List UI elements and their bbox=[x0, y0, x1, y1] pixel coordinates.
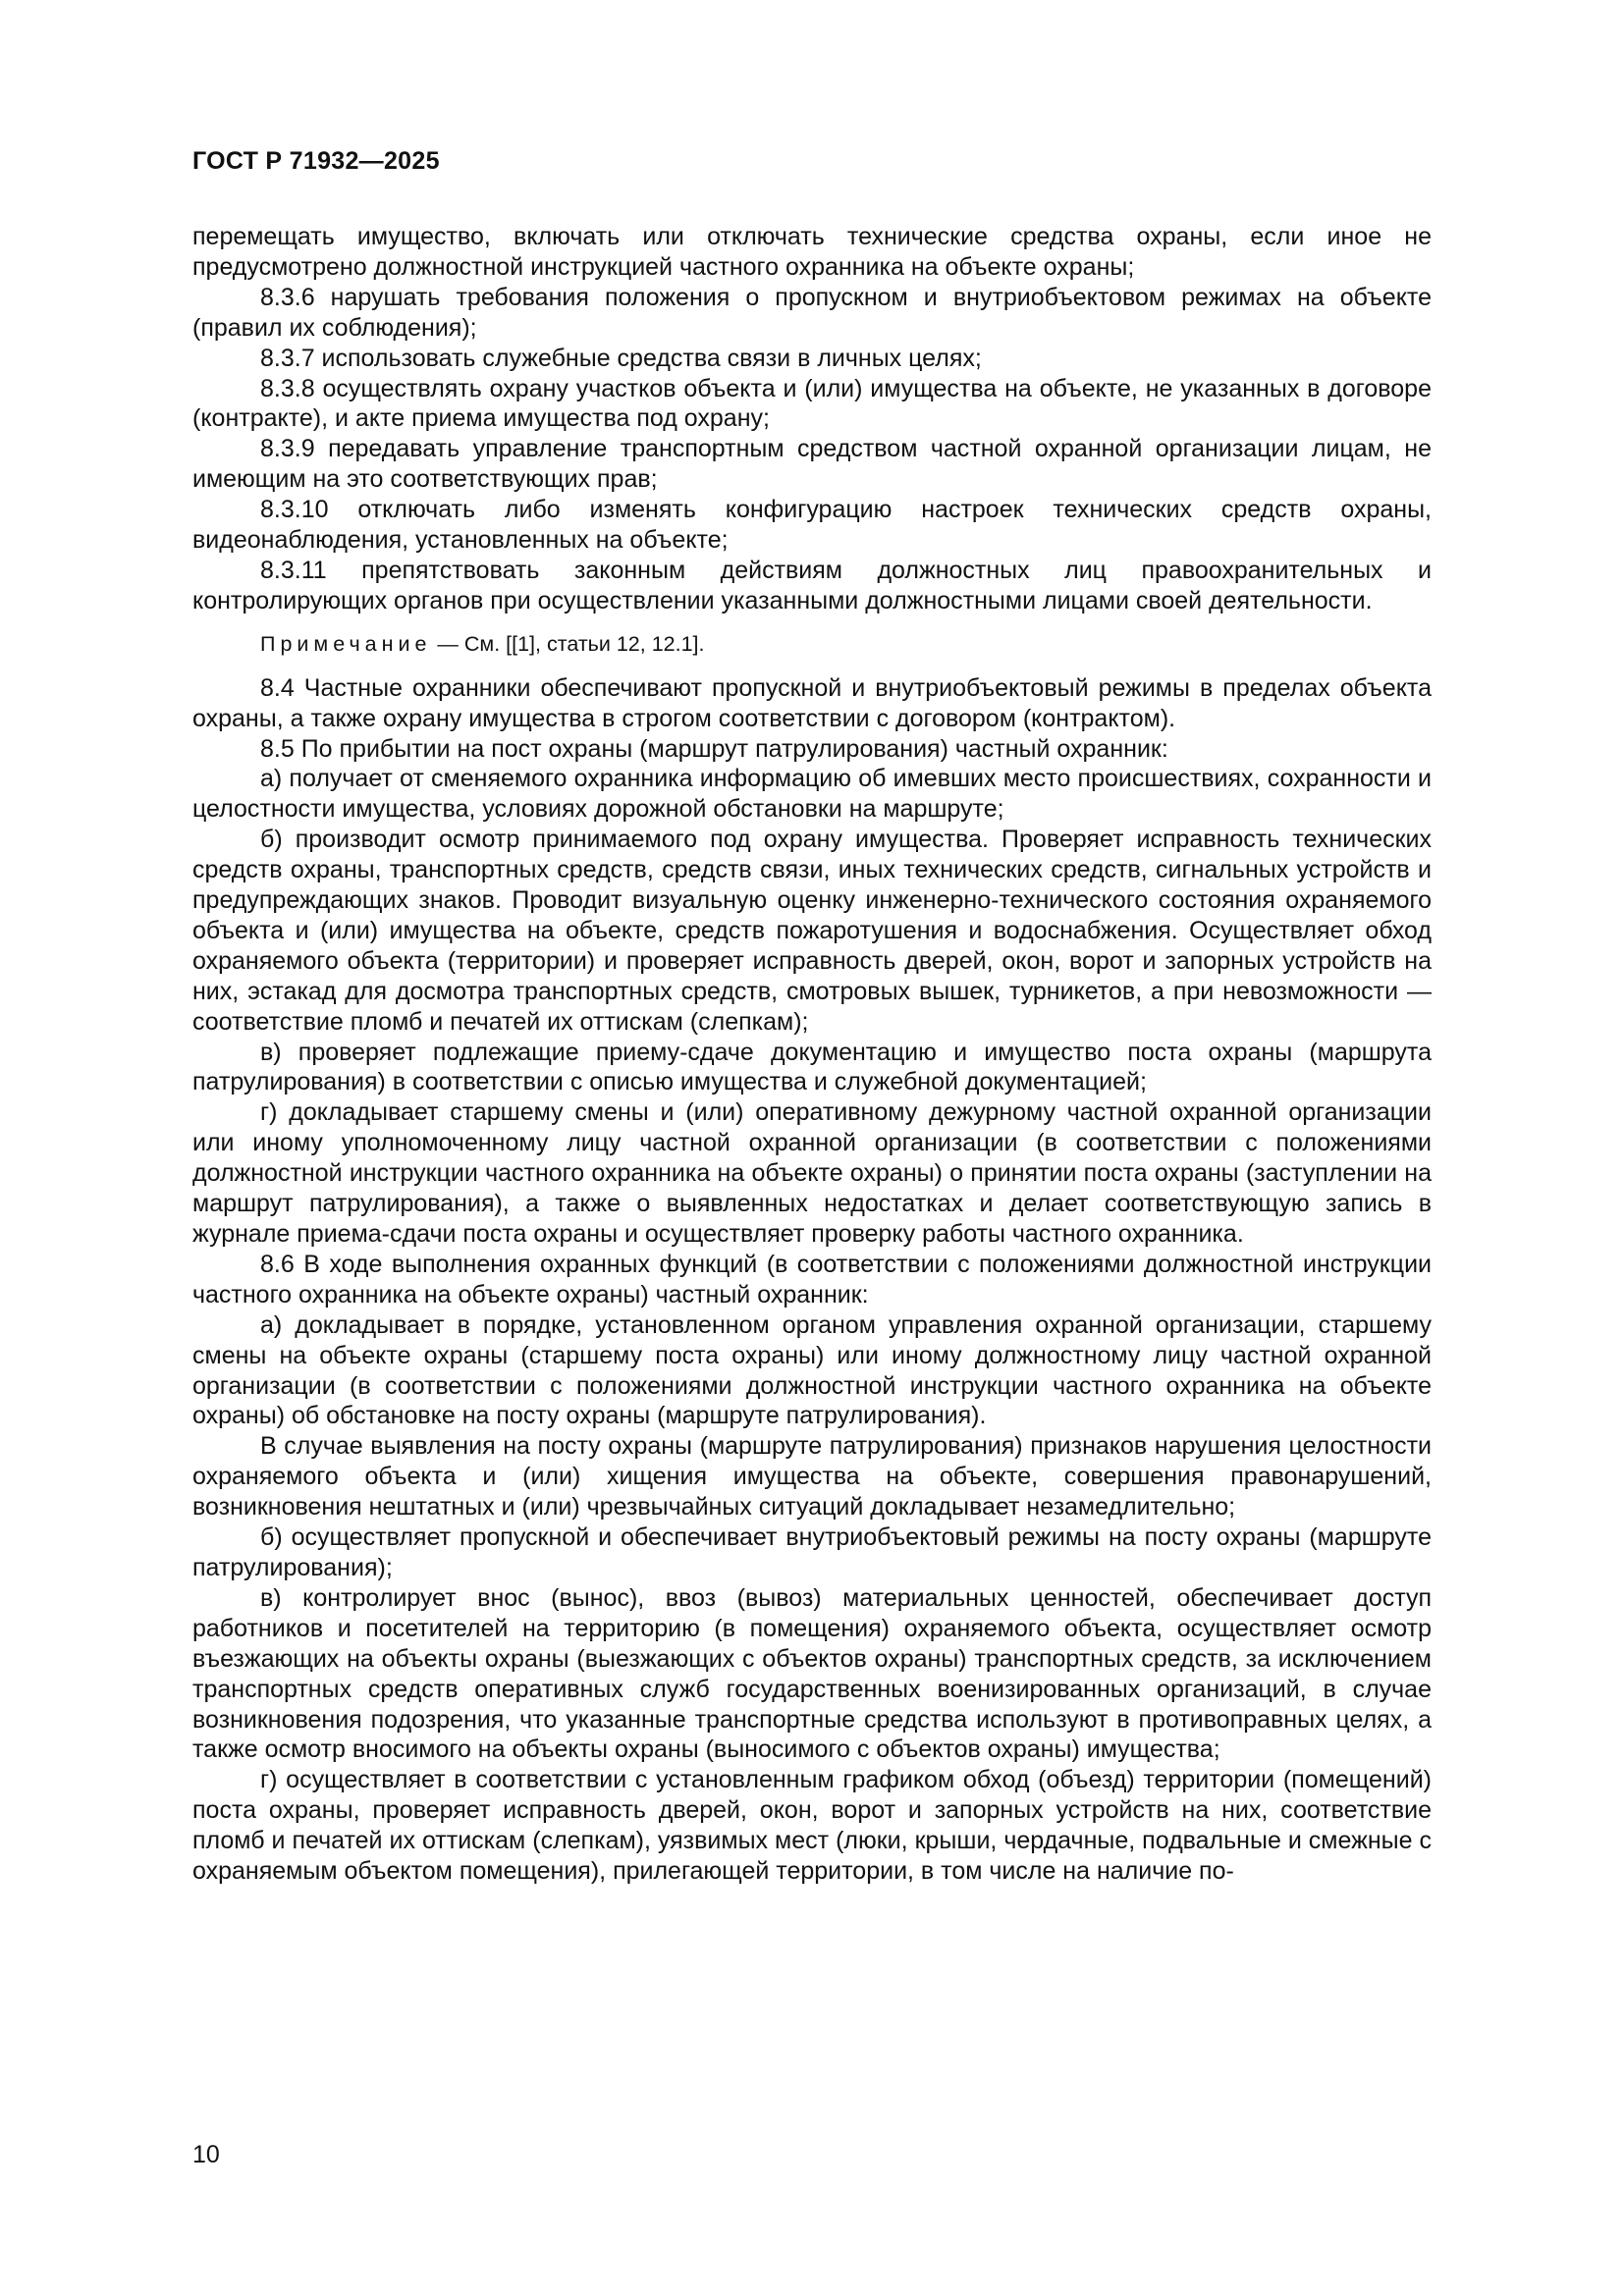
paragraph-8-3-8: 8.3.8 осуществлять охрану участков объекта и (или) имущества на объекте, не указанных в договоре (контракте), и акте приема имущества под охрану; bbox=[192, 374, 1432, 433]
paragraph-8-5-v: в) проверяет подлежащие приему-сдаче документацию и имущество поста охраны (маршрута патрулирования) в соответствии с описью имущества и служебной документацией; bbox=[192, 1038, 1432, 1096]
page-number: 10 bbox=[192, 2141, 220, 2168]
paragraph-8-5-g: г) докладывает старшему смены и (или) оперативному дежурному частной охранной организации или иному уполномоченному лицу частной охранной организации (в соответствии с положениями должностной инструкции частного охранника на объекте охраны) о принятии поста охраны (заступлении на маршрут патрулирования), а также о выявленных недостатках и делает соответствующую запись в журнале приема-сдачи поста охраны и осуществляет проверку работы частного охранника. bbox=[192, 1098, 1432, 1248]
paragraph-8-3-6: 8.3.6 нарушать требования положения о пропускном и внутриобъектовом режимах на объекте (правил их соблюдения); bbox=[192, 283, 1432, 342]
paragraph-8-6-a-cont: В случае выявления на посту охраны (маршруте патрулирования) признаков нарушения целостности охраняемого объекта и (или) хищения имущества на объекте, совершения правонарушений, возникновения нештатных и (или) чрезвычайных ситуаций докладывает незамедлительно; bbox=[192, 1432, 1432, 1522]
document-code-header: ГОСТ Р 71932—2025 bbox=[192, 147, 440, 175]
note-label: Примечание bbox=[260, 631, 432, 656]
paragraph-8-6-a: а) докладывает в порядке, установленном органом управления охранной организации, старшему смены на объекте охраны (старшему поста охраны) или иному должностному лицу частной охранной организации (в соответствии с положениями должностной инструкции частного охранника на объекте охраны) об обстановке на посту охраны (маршруте патрулирования). bbox=[192, 1310, 1432, 1430]
paragraph-8-3-9: 8.3.9 передавать управление транспортным средством частной охранной организации лицам, не имеющим на это соответствующих прав; bbox=[192, 435, 1432, 494]
paragraph-8-5-a: а) получает от сменяемого охранника информацию об имевших место происшествиях, сохранности и целостности имущества, условиях дорожной обстановки на маршруте; bbox=[192, 765, 1432, 824]
paragraph-8-3-11: 8.3.11 препятствовать законным действиям должностных лиц правоохранительных и контролирующих органов при осуществлении указанными должностными лицами своей деятельности. bbox=[192, 556, 1432, 614]
note-text: — См. [[1], статьи 12, 12.1]. bbox=[431, 631, 705, 656]
paragraph-8-6-b: б) осуществляет пропускной и обеспечивает внутриобъектовый режимы на посту охраны (маршруте патрулирования); bbox=[192, 1523, 1432, 1581]
note bbox=[192, 629, 1432, 660]
paragraph-8-3-10: 8.3.10 отключать либо изменять конфигурацию настроек технических средств охраны, видеонаблюдения, установленных на объекте; bbox=[192, 496, 1432, 555]
paragraph-8-3-7: 8.3.7 использовать служебные средства связи в личных целях; bbox=[260, 344, 982, 372]
paragraph-8-5-b: б) производит осмотр принимаемого под охрану имущества. Проверяет исправность технических средств охраны, транспортных средств, средств связи, иных технических средств, сигнальных устройств и предупреждающих знаков. Проводит визуальную оценку инженерно-технического состояния охраняемого объекта и (или) имущества на объекте, средств пожаротушения и водоснабжения. Осуществляет обход охраняемого объекта (территории) и проверяет исправность дверей, окон, ворот и запорных устройств на них, эстакад для досмотра транспортных средств, смотровых вышек, турникетов, а при невозможности — соответствие пломб и печатей их оттискам (слепкам); bbox=[192, 826, 1432, 1036]
document-body bbox=[192, 222, 1432, 1887]
paragraph-8-6-g: г) осуществляет в соответствии с установленным графиком обход (объезд) территории (помещений) поста охраны, проверяет исправность дверей, окон, ворот и запорных устройств на них, соответствие пломб и печатей их оттискам (слепкам), уязвимых мест (люки, крыши, чердачные, подвальные и смежные с охраняемым объектом помещения), прилегающей территории, в том числе на наличие по- bbox=[192, 1766, 1432, 1886]
paragraph-8-6-v: в) контролирует внос (вынос), ввоз (вывоз) материальных ценностей, обеспечивает доступ работников и посетителей на территорию (в помещения) охраняемого объекта, осуществляет осмотр въезжающих на объекты охраны (выезжающих с объектов охраны) транспортных средств, за исключением транспортных средств оперативных служб государственных военизированных организаций, в случае возникновения подозрения, что указанные транспортные средства используют в противоправных целях, а также осмотр вносимого на объекты охраны (выносимого с объектов охраны) имущества; bbox=[192, 1583, 1432, 1764]
paragraph-continuation: перемещать имущество, включать или отключать технические средства охраны, если иное не предусмотрено должностной инструкцией частного охранника на объекте охраны; bbox=[192, 223, 1432, 281]
paragraph-8-5: 8.5 По прибытии на пост охраны (маршрут патрулирования) частный охранник: bbox=[260, 734, 1168, 763]
paragraph-8-4: 8.4 Частные охранники обеспечивают пропускной и внутриобъектовый режимы в пределах объекта охраны, а также охрану имущества в строгом соответствии с договором (контрактом). bbox=[192, 673, 1432, 732]
paragraph-8-6: 8.6 В ходе выполнения охранных функций (в соответствии с положениями должностной инструкции частного охранника на объекте охраны) частный охранник: bbox=[192, 1250, 1432, 1308]
